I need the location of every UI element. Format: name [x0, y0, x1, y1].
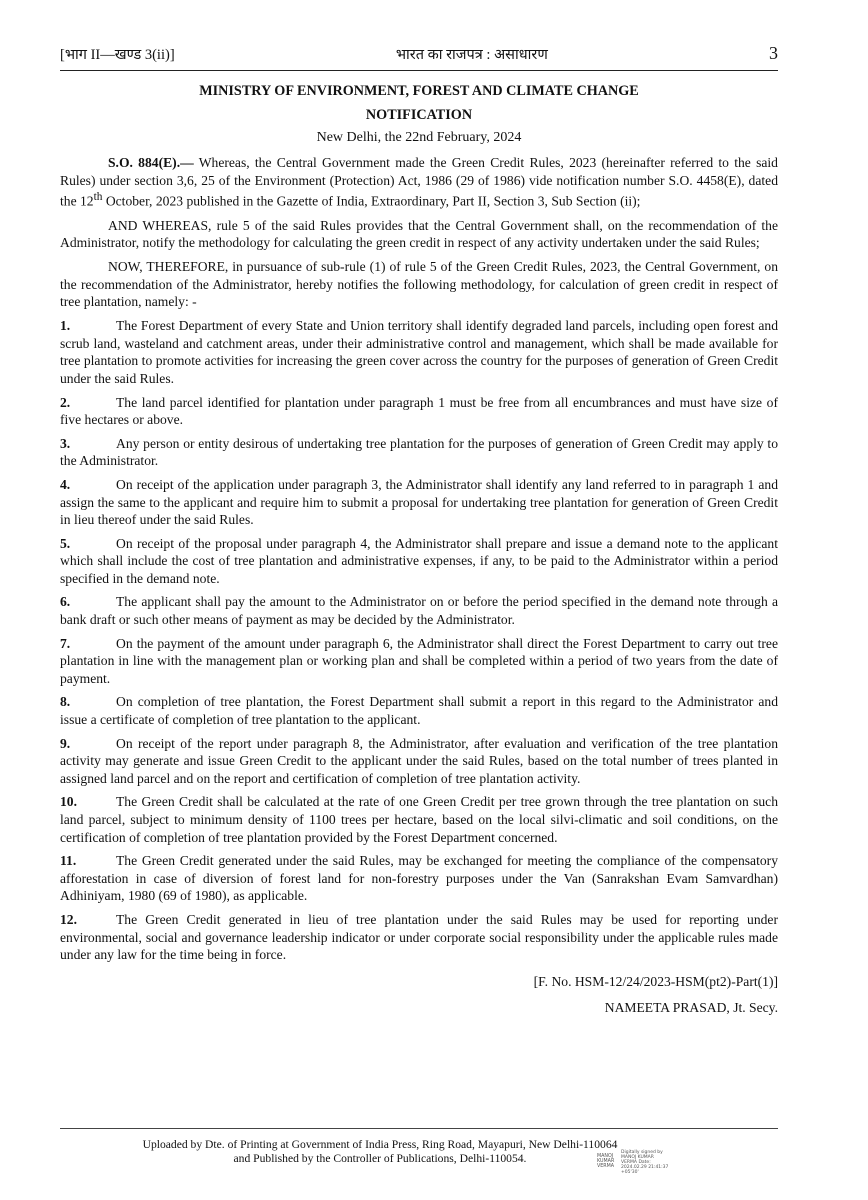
footer-line-1: Uploaded by Dte. of Printing at Government of India Press, Ring Road, Mayapuri, New Delhi-110064: [142, 1138, 618, 1151]
paragraph-item-7: 7. On the payment of the amount under paragraph 6, the Administrator shall direct the Forest Department to carry out tree plantation in line with the management plan or working plan and shall be completed within a period of two years from the date of payment.: [60, 635, 778, 686]
digital-signature-name: MANOJ KUMAR VERMA: [597, 1154, 615, 1169]
paragraph-item-12: 12. The Green Credit generated in lieu of tree plantation under the said Rules may be used for reporting under environmental, social and governance leadership indicator or under corporate social responsibility under the applicable rules made under any law for the time being in force.: [60, 911, 778, 963]
ordinal-suffix: th: [93, 191, 103, 204]
gazette-page: [60, 42, 778, 1016]
intro-paragraph-1: [60, 154, 778, 211]
paragraph-text: On receipt of the proposal under paragraph 4, the Administrator shall prepare and issue a demand note to the applicant which shall include the cost of tree plantation and administrative expenses, if any, to be paid to the Administrator within a period specified in the demand note.: [60, 535, 778, 586]
ministry-heading: MINISTRY OF ENVIRONMENT, FOREST AND CLIMATE CHANGE: [199, 83, 639, 99]
paragraph-item-10: 10. The Green Credit shall be calculated at the rate of one Green Credit per tree grown through the tree plantation on such land parcel, subject to minimum density of 1100 trees per hectare, based on the local silvi-climatic and soil conditions, on the certification of completion of tree plantation provided by the Forest Department concerned.: [60, 794, 778, 845]
paragraph-item-4: 4. On receipt of the application under paragraph 3, the Administrator shall identify any land referred to in paragraph 1 and assign the same to the applicant and require him to submit a proposal for undertaking tree plantation for generation of Green Credit in lieu thereof under the said Rules.: [60, 476, 778, 528]
header-gazette-title: भारत का राजपत्र : असाधारण: [395, 47, 548, 63]
notification-date: New Delhi, the 22nd February, 2024: [316, 130, 522, 145]
page-footer: [100, 1138, 660, 1166]
paragraph-text: On receipt of the report under paragraph 8, the Administrator, after evaluation and verification of the tree plantation activity may generate and issue Green Credit to the applicant under the said Rules, based on the total number of trees planted in assigned land parcel and on the report and certification of completion of tree plantation activity.: [60, 735, 778, 786]
paragraph-item-6: 6. The applicant shall pay the amount to the Administrator on or before the period specified in the demand note through a bank draft or such other means of payment as may be decided by the Administrator.: [60, 594, 778, 628]
header-part-label: [भाग II—खण्ड 3(ii)]: [60, 47, 175, 63]
paragraph-text: On receipt of the application under paragraph 3, the Administrator shall identify any land referred to in paragraph 1 and assign the same to the applicant and require him to submit a proposal for undertaking tree plantation for generation of Green Credit in lieu thereof under the said Rules.: [60, 476, 778, 528]
paragraph-text: On completion of tree plantation, the Forest Department shall submit a report in this regard to the Administrator and issue a certificate of completion of tree plantation to the applicant.: [60, 694, 778, 728]
paragraph-text: The applicant shall pay the amount to the Administrator on or before the period specified in the demand note through a bank draft or such other means of payment as may be decided by the Administrator.: [60, 594, 778, 628]
file-number: [F. No. HSM-12/24/2023-HSM(pt2)-Part(1)]: [533, 973, 778, 989]
paragraph-text: The land parcel identified for plantation under paragraph 1 must be free from all encumbrances and must have size of five hectares or above.: [60, 394, 778, 428]
paragraph-item-9: 9. On receipt of the report under paragraph 8, the Administrator, after evaluation and verification of the tree plantation activity may generate and issue Green Credit to the applicant under the said Rules, based on the total number of trees planted in assigned land parcel and on the report and certification of completion of tree plantation activity.: [60, 735, 778, 786]
digital-signature-stamp: [597, 1150, 669, 1174]
paragraph-item-8: 8. On completion of tree plantation, the Forest Department shall submit a report in this regard to the Administrator and issue a certificate of completion of tree plantation to the applicant.: [60, 694, 778, 728]
paragraph-text: The Forest Department of every State and Union territory shall identify degraded land parcels, including open forest and scrub land, wasteland and catchment areas, under their administrative control and management, which shall be made available for tree plantation to promote activities for increasing the green cover across the country for the purposes of generation of Green Credit under the said Rules.: [60, 318, 778, 386]
page-number: 3: [768, 43, 778, 63]
paragraph-item-1: 1. The Forest Department of every State and Union territory shall identify degraded land parcels, including open forest and scrub land, wasteland and catchment areas, under their administrative control and management, which shall be made available for tree plantation to promote activities for increasing the green cover across the country for the purposes of generation of Green Credit under the said Rules.: [60, 318, 778, 386]
so-number: S.O. 884(E).—: [108, 155, 194, 170]
intro-paragraph-2: AND WHEREAS, rule 5 of the said Rules provides that the Central Government shall, on the recommendation of the Administrator, notify the methodology for calculating the green credit in respect of any activity undertaken under the said Rules;: [60, 217, 778, 251]
footer-rule: [60, 1128, 778, 1129]
notification-heading: NOTIFICATION: [365, 107, 473, 123]
intro-text: Whereas, the Central Government made the Green Credit Rules, 2023 (hereinafter referred to the said Rules) under section 3,6, 25 of the Environment (Protection) Act, 1986 (29 of 1986) vide notification number S.O. 4458(E), dated the 12: [60, 155, 778, 209]
page-header: [60, 42, 778, 64]
footer-line-2: and Published by the Controller of Publications, Delhi-110054.: [233, 1152, 527, 1165]
paragraph-item-11: 11. The Green Credit generated under the said Rules, may be exchanged for meeting the compliance of the compensatory afforestation in case of diversion of forest land for non-forestry purposes under the Van (Sanrakshan Evam Samvardhan) Adhiniyam, 1980 (69 of 1980), as applicable.: [60, 853, 778, 904]
intro-text-rest: October, 2023 published in the Gazette of India, Extraordinary, Part II, Section 3, Sub Section (ii);: [102, 193, 641, 209]
paragraph-item-5: 5. On receipt of the proposal under paragraph 4, the Administrator shall prepare and issue a demand note to the applicant which shall include the cost of tree plantation and administrative expenses, if any, to be paid to the Administrator within a period specified in the demand note.: [60, 535, 778, 586]
digital-signature-details: Digitally signed by MANOJ KUMAR VERMA Date: 2024.02.29 21:41:37 +05'30': [621, 1150, 669, 1175]
paragraph-text: On the payment of the amount under paragraph 6, the Administrator shall direct the Forest Department to carry out tree plantation in line with the management plan or working plan and shall be completed within a period of two years from the date of payment.: [60, 635, 778, 686]
paragraph-text: The Green Credit shall be calculated at the rate of one Green Credit per tree grown through the tree plantation on such land parcel, subject to minimum density of 1100 trees per hectare, based on the local silvi-climatic and soil conditions, on the certification of completion of tree plantation provided by the Forest Department concerned.: [60, 794, 778, 845]
paragraph-item-3: 3. Any person or entity desirous of undertaking tree plantation for the purposes of generation of Green Credit may apply to the Administrator.: [60, 435, 778, 469]
paragraph-text: Any person or entity desirous of undertaking tree plantation for the purposes of generation of Green Credit may apply to the Administrator.: [60, 435, 778, 469]
methodology-list: [60, 317, 778, 964]
header-rule: [60, 70, 778, 71]
intro-paragraph-3: NOW, THEREFORE, in pursuance of sub-rule (1) of rule 5 of the Green Credit Rules, 2023, the Central Government, on the recommendation of the Administrator, hereby notifies the following methodology, for calculation of green credit in respect of tree plantation, namely: -: [60, 259, 778, 310]
paragraph-text: The Green Credit generated in lieu of tree plantation under the said Rules may be used for reporting under environmental, social and governance leadership indicator or under corporate social responsibility under the applicable rules made under any law for the time being in force.: [60, 911, 778, 963]
paragraph-text: The Green Credit generated under the said Rules, may be exchanged for meeting the compliance of the compensatory afforestation in case of diversion of forest land for non-forestry purposes under the Van (Sanrakshan Evam Samvardhan) Adhiniyam, 1980 (69 of 1980), as applicable.: [60, 853, 778, 904]
signatory: NAMEETA PRASAD, Jt. Secy.: [604, 999, 778, 1015]
paragraph-item-2: 2. The land parcel identified for plantation under paragraph 1 must be free from all encumbrances and must have size of five hectares or above.: [60, 394, 778, 428]
